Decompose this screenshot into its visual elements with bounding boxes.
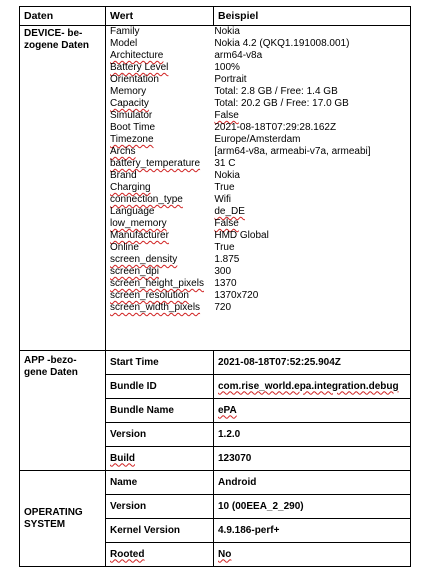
device-field-name: Online xyxy=(110,242,139,253)
device-field-name: Timezone xyxy=(110,134,154,145)
device-row xyxy=(110,122,410,134)
device-field-value: [arm64-v8a, armeabi-v7a, armeabi] xyxy=(214,146,371,157)
device-field-name: connection_type xyxy=(110,194,183,205)
device-field-value: Nokia xyxy=(214,170,240,181)
device-list xyxy=(110,26,410,314)
device-field-value: Portrait xyxy=(214,74,247,85)
app-field-name: Bundle ID xyxy=(106,375,214,399)
device-field-name: Orientation xyxy=(110,74,159,85)
app-field-name: Start Time xyxy=(106,351,214,375)
device-row xyxy=(110,230,410,242)
device-row xyxy=(110,218,410,230)
device-row xyxy=(110,50,410,62)
app-field-name: Build xyxy=(106,447,214,471)
app-field-name: Bundle Name xyxy=(106,399,214,423)
header-wert: Wert xyxy=(106,7,214,26)
device-field-name: battery_temperature xyxy=(110,158,201,169)
app-field-name: Version xyxy=(106,423,214,447)
header-beispiel: Beispiel xyxy=(214,7,411,26)
app-field-value: 1.2.0 xyxy=(214,423,411,447)
os-category-label: OPERATING SYSTEM xyxy=(20,471,106,567)
device-row xyxy=(110,98,410,110)
device-row xyxy=(110,170,410,182)
device-field-name: Archs xyxy=(110,146,136,157)
device-row xyxy=(110,278,410,290)
device-field-name: screen_density xyxy=(110,254,178,265)
device-rows-cell xyxy=(106,26,411,351)
device-field-value: HMD Global xyxy=(214,230,269,241)
device-field-value: 720 xyxy=(214,302,232,313)
device-field-name: Model xyxy=(110,38,138,49)
os-field-name: Kernel Version xyxy=(106,519,214,543)
app-field-value: 123070 xyxy=(214,447,411,471)
app-field-value: ePA xyxy=(214,399,411,423)
device-row xyxy=(110,74,410,86)
device-field-value: 1.875 xyxy=(214,254,240,265)
app-field-value: 2021-08-18T07:52:25.904Z xyxy=(214,351,411,375)
device-field-value: False xyxy=(214,110,239,121)
device-field-value: Wifi xyxy=(214,194,232,205)
device-row xyxy=(110,38,410,50)
device-field-value: Nokia xyxy=(214,26,240,37)
device-field-value: 31 C xyxy=(214,158,236,169)
device-section xyxy=(20,26,411,351)
header-daten: Daten xyxy=(20,7,106,26)
os-row xyxy=(20,471,411,495)
os-field-value: Android xyxy=(214,471,411,495)
device-field-name: screen_dpi xyxy=(110,266,159,277)
app-field-value: com.rise_world.epa.integration.debug xyxy=(214,375,411,399)
device-field-value: 1370 xyxy=(214,278,237,289)
os-field-name: Name xyxy=(106,471,214,495)
device-field-name: Simulator xyxy=(110,110,153,121)
device-field-value: de_DE xyxy=(214,206,245,217)
app-row xyxy=(20,351,411,375)
device-field-value: Europe/Amsterdam xyxy=(214,134,301,145)
device-row xyxy=(110,302,410,314)
device-field-value: 100% xyxy=(214,62,240,73)
os-field-value: No xyxy=(214,543,411,567)
device-field-value: Total: 20.2 GB / Free: 17.0 GB xyxy=(214,98,349,109)
device-field-value: arm64-v8a xyxy=(214,50,263,61)
os-field-name: Rooted xyxy=(106,543,214,567)
device-field-value: Nokia 4.2 (QKQ1.191008.001) xyxy=(214,38,350,49)
device-field-name: Battery Level xyxy=(110,62,169,73)
device-field-value: 300 xyxy=(214,266,232,277)
os-field-value: 4.9.186-perf+ xyxy=(214,519,411,543)
device-row xyxy=(110,146,410,158)
device-field-value: Total: 2.8 GB / Free: 1.4 GB xyxy=(214,86,338,97)
device-row xyxy=(110,266,410,278)
device-row xyxy=(110,194,410,206)
device-field-value: True xyxy=(214,242,235,253)
device-field-name: Boot Time xyxy=(110,122,156,133)
device-row xyxy=(110,182,410,194)
device-field-value: 2021-08-18T07:29:28.162Z xyxy=(214,122,337,133)
device-field-name: low_memory xyxy=(110,218,167,229)
device-row xyxy=(110,158,410,170)
device-row xyxy=(110,134,410,146)
device-row xyxy=(110,290,410,302)
device-field-name: Language xyxy=(110,206,155,217)
device-field-name: screen_width_pixels xyxy=(110,302,201,313)
device-field-name: Brand xyxy=(110,170,137,181)
device-row xyxy=(110,86,410,98)
device-row xyxy=(110,62,410,74)
data-table xyxy=(19,6,411,567)
header-row xyxy=(20,7,411,26)
device-field-name: Memory xyxy=(110,86,147,97)
os-field-value: 10 (00EEA_2_290) xyxy=(214,495,411,519)
device-field-name: Charging xyxy=(110,182,151,193)
device-field-value: True xyxy=(214,182,235,193)
device-field-name: Family xyxy=(110,26,140,37)
device-field-name: Capacity xyxy=(110,98,149,109)
device-row xyxy=(110,254,410,266)
device-row xyxy=(110,110,410,122)
os-field-name: Version xyxy=(106,495,214,519)
device-category-label: DEVICE- be- zogene Daten xyxy=(20,26,106,351)
device-field-value: 1370x720 xyxy=(214,290,259,301)
device-row xyxy=(110,206,410,218)
app-category-label: APP -bezo- gene Daten xyxy=(20,351,106,471)
device-row xyxy=(110,26,410,38)
device-field-value: False xyxy=(214,218,239,229)
device-field-name: screen_resolution xyxy=(110,290,189,301)
device-row xyxy=(110,242,410,254)
device-field-name: screen_height_pixels xyxy=(110,278,204,289)
device-field-name: Architecture xyxy=(110,50,164,61)
device-field-name: Manufacturer xyxy=(110,230,169,241)
data-table-document xyxy=(19,6,411,567)
